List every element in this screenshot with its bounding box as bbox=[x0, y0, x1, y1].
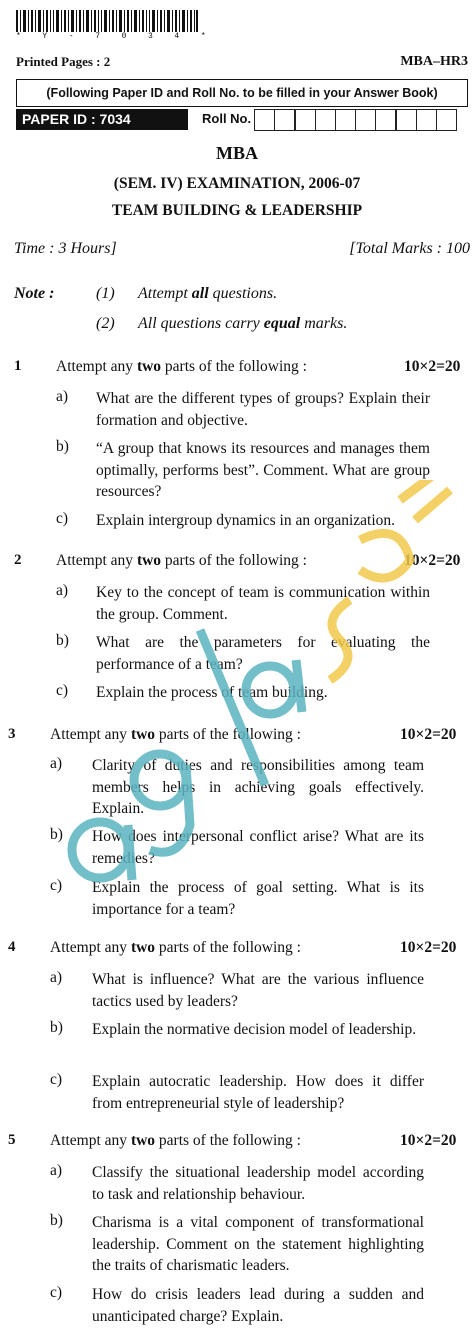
part-text: Explain the process of team building. bbox=[96, 684, 328, 701]
part-label: a) bbox=[50, 755, 63, 772]
part-label: b) bbox=[56, 632, 69, 649]
page-title: MBA bbox=[216, 143, 258, 163]
time-label bbox=[14, 240, 117, 258]
part-text: Explain the process of goal setting. What is its importance for a team? bbox=[92, 879, 424, 918]
part-text: Explain the normative decision model of leadership. bbox=[92, 1021, 417, 1038]
note-item-text: Attempt all questions. bbox=[138, 285, 278, 302]
question-stem: Attempt any two parts of the following : bbox=[50, 726, 301, 743]
roll-digit-box[interactable] bbox=[436, 109, 457, 131]
part-text: What is influence? What are the various influence tactics used by leaders? bbox=[92, 971, 424, 1010]
note-label: Note : bbox=[14, 285, 55, 302]
total-marks bbox=[349, 240, 470, 258]
part-label: a) bbox=[56, 388, 69, 405]
part-label: c) bbox=[50, 1284, 63, 1301]
question-stem: Attempt any two parts of the following : bbox=[56, 552, 307, 569]
question-stem: Attempt any two parts of the following : bbox=[56, 358, 307, 375]
note-item-number: (2) bbox=[96, 315, 115, 332]
roll-digit-box[interactable] bbox=[355, 109, 376, 131]
part-label: c) bbox=[56, 682, 69, 699]
question-number: 4 bbox=[8, 939, 16, 955]
question-stem: Attempt any two parts of the following : bbox=[50, 1132, 301, 1149]
part-label: c) bbox=[50, 877, 63, 894]
question-marks: 10×2=20 bbox=[404, 552, 461, 569]
roll-digit-box[interactable] bbox=[274, 109, 295, 131]
question-marks: 10×2=20 bbox=[400, 726, 457, 743]
part-label: c) bbox=[56, 510, 69, 527]
part-text: What are the parameters for evaluating the performance of a team? bbox=[96, 634, 430, 673]
roll-digit-box[interactable] bbox=[395, 109, 416, 131]
part-text: What are the different types of groups? Explain their formation and objective. bbox=[96, 390, 430, 429]
part-label: b) bbox=[56, 438, 69, 455]
question-number: 2 bbox=[14, 552, 22, 568]
barcode bbox=[16, 10, 198, 32]
part-text: Clarity of duties and responsibilities among team members helps in achieving goals effectively. Explain. bbox=[92, 757, 424, 817]
roll-digit-box[interactable] bbox=[416, 109, 437, 131]
barcode-text: * Y - 7 0 3 4 * bbox=[16, 32, 210, 41]
aglasem-watermark bbox=[40, 480, 474, 940]
note-item-number: (1) bbox=[96, 285, 115, 302]
part-label: b) bbox=[50, 1212, 63, 1229]
part-text: Explain autocratic leadership. How does it differ from entrepreneurial style of leadership? bbox=[92, 1073, 424, 1112]
part-text: “A group that knows its resources and manages them optimally, performs best”. Comment. What are group resources? bbox=[96, 440, 430, 500]
note-item-text: All questions carry equal marks. bbox=[138, 315, 348, 332]
subject-title: TEAM BUILDING & LEADERSHIP bbox=[111, 202, 363, 219]
part-label: a) bbox=[56, 582, 69, 599]
roll-digit-box[interactable] bbox=[375, 109, 396, 131]
question-marks: 10×2=20 bbox=[400, 939, 457, 956]
instruction-box bbox=[16, 79, 468, 107]
question-marks: 10×2=20 bbox=[404, 358, 461, 375]
question-number: 5 bbox=[8, 1132, 16, 1148]
roll-digit-box[interactable] bbox=[315, 109, 336, 131]
instruction-text: (Following Paper ID and Roll No. to be filled in your Answer Book) bbox=[46, 86, 438, 100]
part-text: Charisma is a vital component of transformational leadership. Comment on the statement highlighting the traits of charismatic leaders. bbox=[92, 1214, 424, 1274]
roll-digit-box[interactable] bbox=[254, 109, 275, 131]
total-marks-text: [Total Marks : 100 bbox=[349, 240, 470, 257]
part-label: a) bbox=[50, 1162, 63, 1179]
roll-number-boxes bbox=[254, 109, 456, 131]
part-label: a) bbox=[50, 969, 63, 986]
paper-id: PAPER ID : 7034 bbox=[16, 109, 188, 130]
roll-digit-box[interactable] bbox=[335, 109, 356, 131]
exam-title: (SEM. IV) EXAMINATION, 2006-07 bbox=[113, 175, 361, 192]
part-label: b) bbox=[50, 826, 63, 843]
roll-digit-box[interactable] bbox=[294, 109, 315, 131]
part-text: Key to the concept of team is communication within the group. Comment. bbox=[96, 584, 430, 623]
part-text: Explain intergroup dynamics in an organization. bbox=[96, 512, 396, 529]
part-label: c) bbox=[50, 1071, 63, 1088]
question-marks: 10×2=20 bbox=[400, 1132, 457, 1149]
question-number: 1 bbox=[14, 358, 22, 374]
part-text: How does interpersonal conflict arise? What are its remedies? bbox=[92, 828, 424, 867]
course-code: MBA–HR3 bbox=[400, 54, 468, 69]
part-text: How do crisis leaders lead during a sudden and unanticipated charge? Explain. bbox=[92, 1286, 424, 1325]
roll-label: Roll No. bbox=[202, 111, 252, 126]
watermark-letter-e bbox=[360, 533, 410, 578]
question-number: 3 bbox=[8, 726, 16, 742]
time-text: Time : 3 Hours] bbox=[14, 240, 117, 257]
part-text: Classify the situational leadership model according to task and relationship behaviour. bbox=[92, 1164, 424, 1203]
printed-pages: Printed Pages : 2 bbox=[16, 54, 111, 69]
part-label: b) bbox=[50, 1019, 63, 1036]
question-stem: Attempt any two parts of the following : bbox=[50, 939, 301, 956]
